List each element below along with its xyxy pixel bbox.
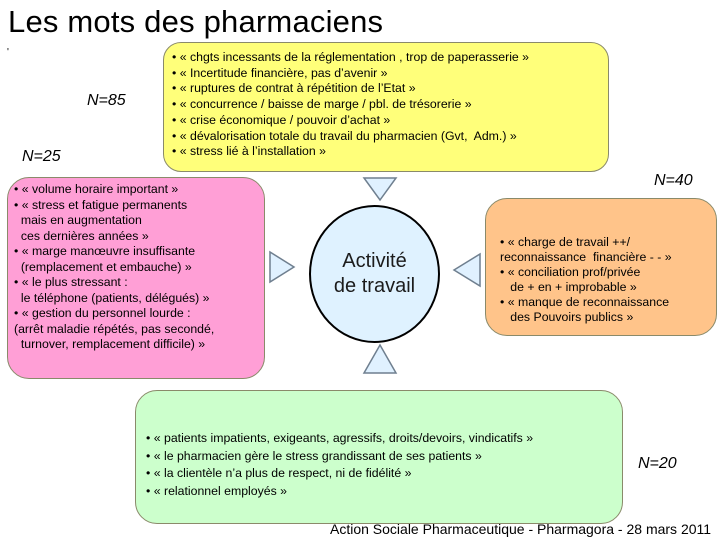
left-box-workload-factors — [7, 177, 265, 379]
list-item: • « la clientèle n’a plus de respect, ni de fidélité » — [146, 466, 412, 480]
list-item: • « stress lié à l’installation » — [172, 144, 326, 159]
bottom-box-patient-factors — [135, 390, 623, 524]
list-item: • « volume horaire important » — [14, 182, 179, 196]
list-item: • « manque de reconnaissance — [500, 295, 670, 310]
list-item: • « charge de travail ++/ — [500, 235, 631, 249]
list-item: • « ruptures de contrat à répétition de l’Etat » — [172, 81, 416, 96]
count-label-n40: N=40 — [654, 172, 693, 189]
list-item: turnover, remplacement difficile) » — [14, 337, 206, 352]
list-item: • « crise économique / pouvoir d’achat » — [172, 112, 391, 127]
list-item: de + en + improbable » — [500, 280, 637, 295]
list-item: ces dernières années » — [14, 228, 149, 243]
list-item: • « concurrence / baisse de marge / pbl. de trésorerie » — [172, 97, 472, 112]
top-box-institutional-factors — [163, 42, 609, 172]
page-title: Les mots des pharmaciens — [8, 4, 384, 39]
list-item: le téléphone (patients, délégués) » — [14, 290, 210, 305]
arrow-right-from-left-icon — [268, 250, 296, 284]
list-item: • « marge manœuvre insuffisante — [14, 244, 196, 259]
center-activity-ellipse — [309, 205, 440, 343]
arrow-down-from-top-icon — [362, 176, 398, 202]
list-item: • « le plus stressant : — [14, 275, 128, 290]
list-item: • « relationnel employés » — [146, 483, 288, 498]
list-item: • « stress et fatigue permanents — [14, 197, 188, 212]
count-label-n20: N=20 — [638, 455, 677, 472]
list-item: des Pouvoirs publics » — [500, 310, 634, 325]
list-item: • « conciliation prof/privée — [500, 265, 641, 280]
count-label-n25: N=25 — [22, 148, 61, 165]
right-box-recognition-factors — [485, 198, 717, 336]
footer-caption: Action Sociale Pharmaceutique - Pharmagora - 28 mars 2011 — [330, 521, 712, 537]
list-item: • « Incertitude financière, pas d’avenir » — [172, 65, 388, 80]
list-item: mais en augmentation — [14, 213, 142, 228]
list-item: • « dévalorisation totale du travail du pharmacien (Gvt, Adm.) » — [172, 128, 517, 143]
list-item: • « gestion du personnel lourde : — [14, 306, 191, 321]
list-item: • « patients impatients, exigeants, agressifs, droits/devoirs, vindicatifs » — [146, 431, 534, 445]
list-item: (remplacement et embauche) » — [14, 259, 192, 274]
list-item: • « chgts incessants de la réglementation , trop de paperasserie » — [172, 50, 530, 64]
list-item: reconnaissance financière - - » — [500, 250, 672, 265]
list-item: • « le pharmacien gère le stress grandissant de ses patients » — [146, 448, 482, 463]
center-label-line1: Activité — [342, 250, 407, 272]
stray-mark: ' — [7, 47, 9, 58]
center-label-line2: de travail — [333, 275, 416, 297]
count-label-n85: N=85 — [87, 92, 126, 109]
arrow-up-from-bottom-icon — [362, 343, 398, 375]
list-item: (arrêt maladie répétés, pas secondé, — [14, 321, 215, 336]
arrow-left-from-right-icon — [452, 252, 482, 288]
